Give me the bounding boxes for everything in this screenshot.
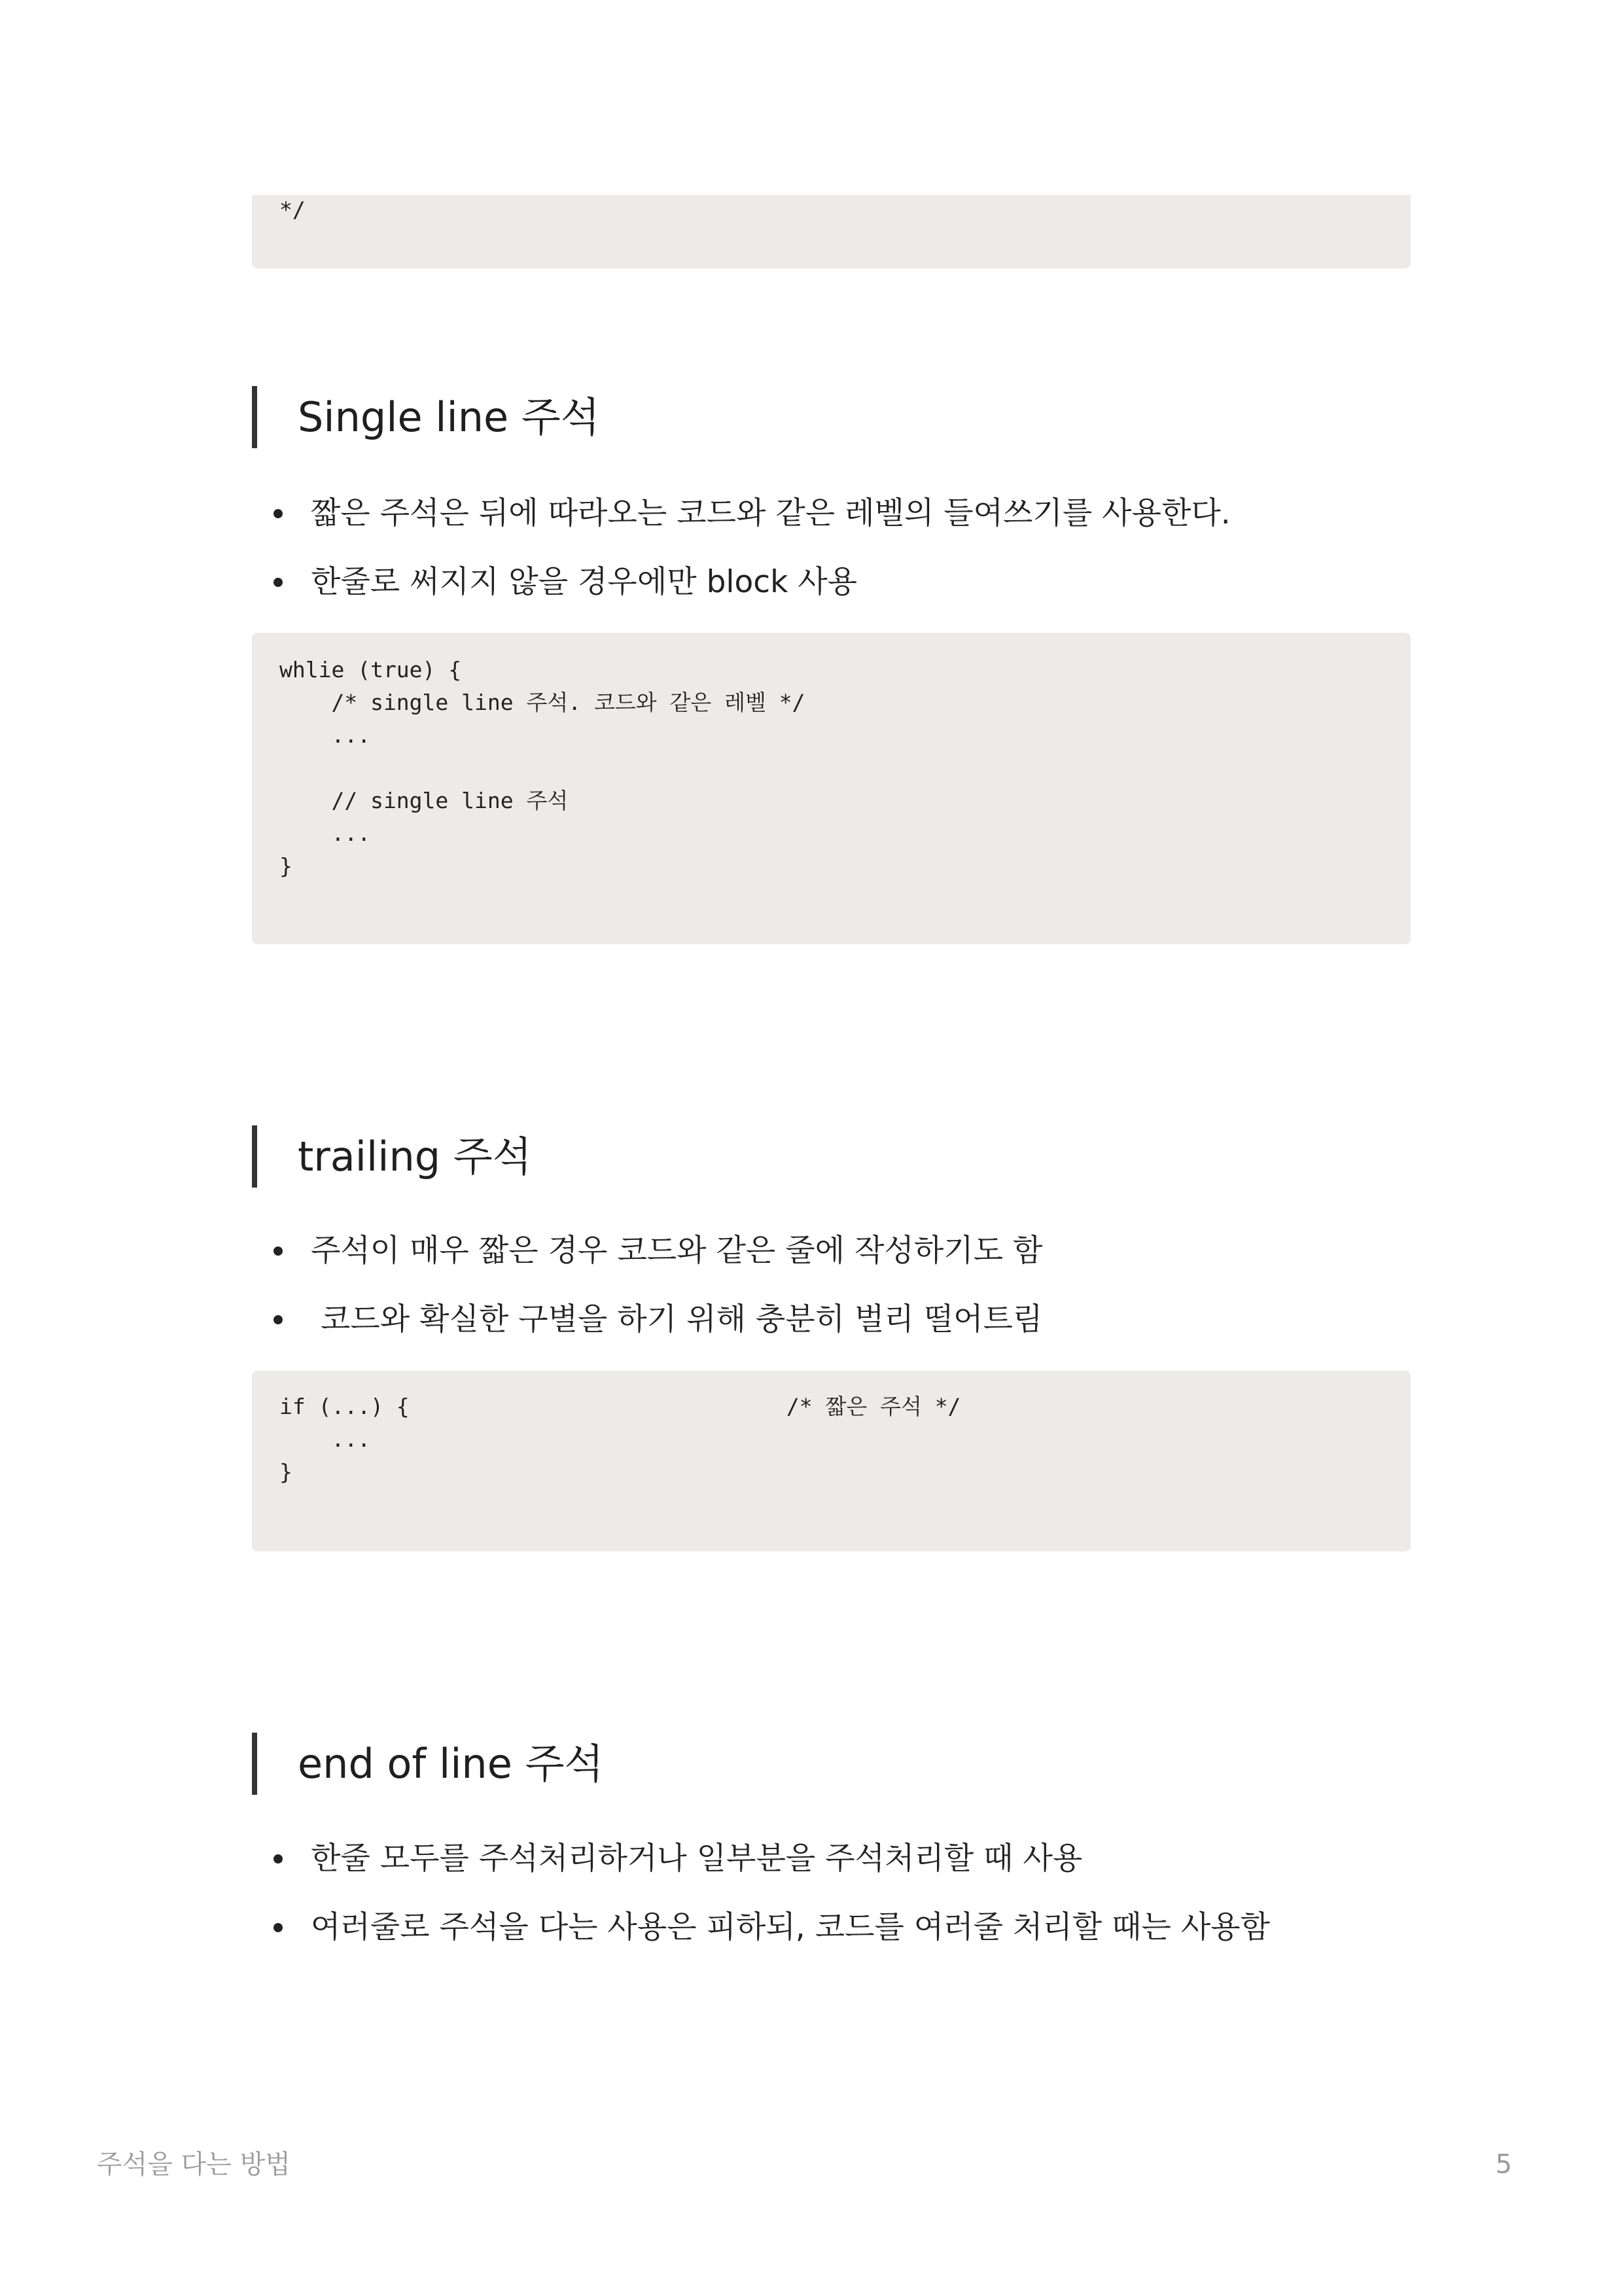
code-block-trailing bbox=[252, 1371, 1411, 1551]
list-item bbox=[273, 1229, 1042, 1273]
bullet-icon bbox=[273, 1315, 283, 1324]
code-line: /* single line 주석. 코드와 같은 레벨 */ bbox=[279, 690, 805, 715]
code-line: whlie (true) { bbox=[279, 657, 462, 682]
code-line: */ bbox=[279, 197, 306, 222]
footer-document-title: 주석을 다는 방법 bbox=[97, 2149, 291, 2180]
section-heading-end-of-line: end of line 주석 bbox=[252, 1733, 603, 1795]
code-block-single-line bbox=[252, 633, 1411, 944]
code-line: if (...) { /* 짧은 주석 */ bbox=[279, 1394, 961, 1419]
list-item-text: 주석이 매우 짧은 경우 코드와 같은 줄에 작성하기도 함 bbox=[311, 1233, 1043, 1269]
section-heading-trailing: trailing 주석 bbox=[252, 1125, 532, 1188]
list-item bbox=[273, 1298, 1042, 1341]
bullet-icon bbox=[273, 1923, 283, 1932]
code-line: ... bbox=[279, 1426, 371, 1452]
code-line: } bbox=[279, 1459, 292, 1485]
list-item bbox=[273, 492, 1231, 535]
bullet-list-single-line bbox=[273, 492, 1231, 629]
bullet-icon bbox=[273, 1246, 283, 1256]
code-line: ... bbox=[279, 722, 371, 748]
section-heading-single-line: Single line 주석 bbox=[252, 386, 600, 448]
code-line bbox=[279, 752, 1411, 785]
code-line: } bbox=[279, 853, 292, 879]
code-block-continued bbox=[252, 195, 1411, 268]
bullet-icon bbox=[273, 509, 283, 518]
code-line: ... bbox=[279, 821, 371, 846]
list-item bbox=[273, 1906, 1270, 1949]
list-item-text: 한줄로 써지지 않을 경우에만 block 사용 bbox=[311, 564, 858, 600]
bullet-list-end-of-line bbox=[273, 1837, 1270, 1975]
list-item-text: 여러줄로 주석을 다는 사용은 피하되, 코드를 여러줄 처리할 때는 사용함 bbox=[311, 1909, 1271, 1945]
bullet-list-trailing bbox=[273, 1229, 1042, 1367]
list-item bbox=[273, 1837, 1270, 1881]
list-item bbox=[273, 561, 1231, 604]
list-item-text: 짧은 주석은 뒤에 따라오는 코드와 같은 레벨의 들여쓰기를 사용한다. bbox=[311, 495, 1231, 531]
bullet-icon bbox=[273, 1854, 283, 1863]
bullet-icon bbox=[273, 578, 283, 587]
list-item-text: 코드와 확실한 구별을 하기 위해 충분히 벌리 떨어트림 bbox=[311, 1301, 1043, 1337]
footer-page-number: 5 bbox=[1495, 2149, 1512, 2180]
list-item-text: 한줄 모두를 주석처리하거나 일부분을 주석처리할 때 사용 bbox=[311, 1841, 1083, 1877]
code-line: // single line 주석 bbox=[279, 788, 569, 813]
